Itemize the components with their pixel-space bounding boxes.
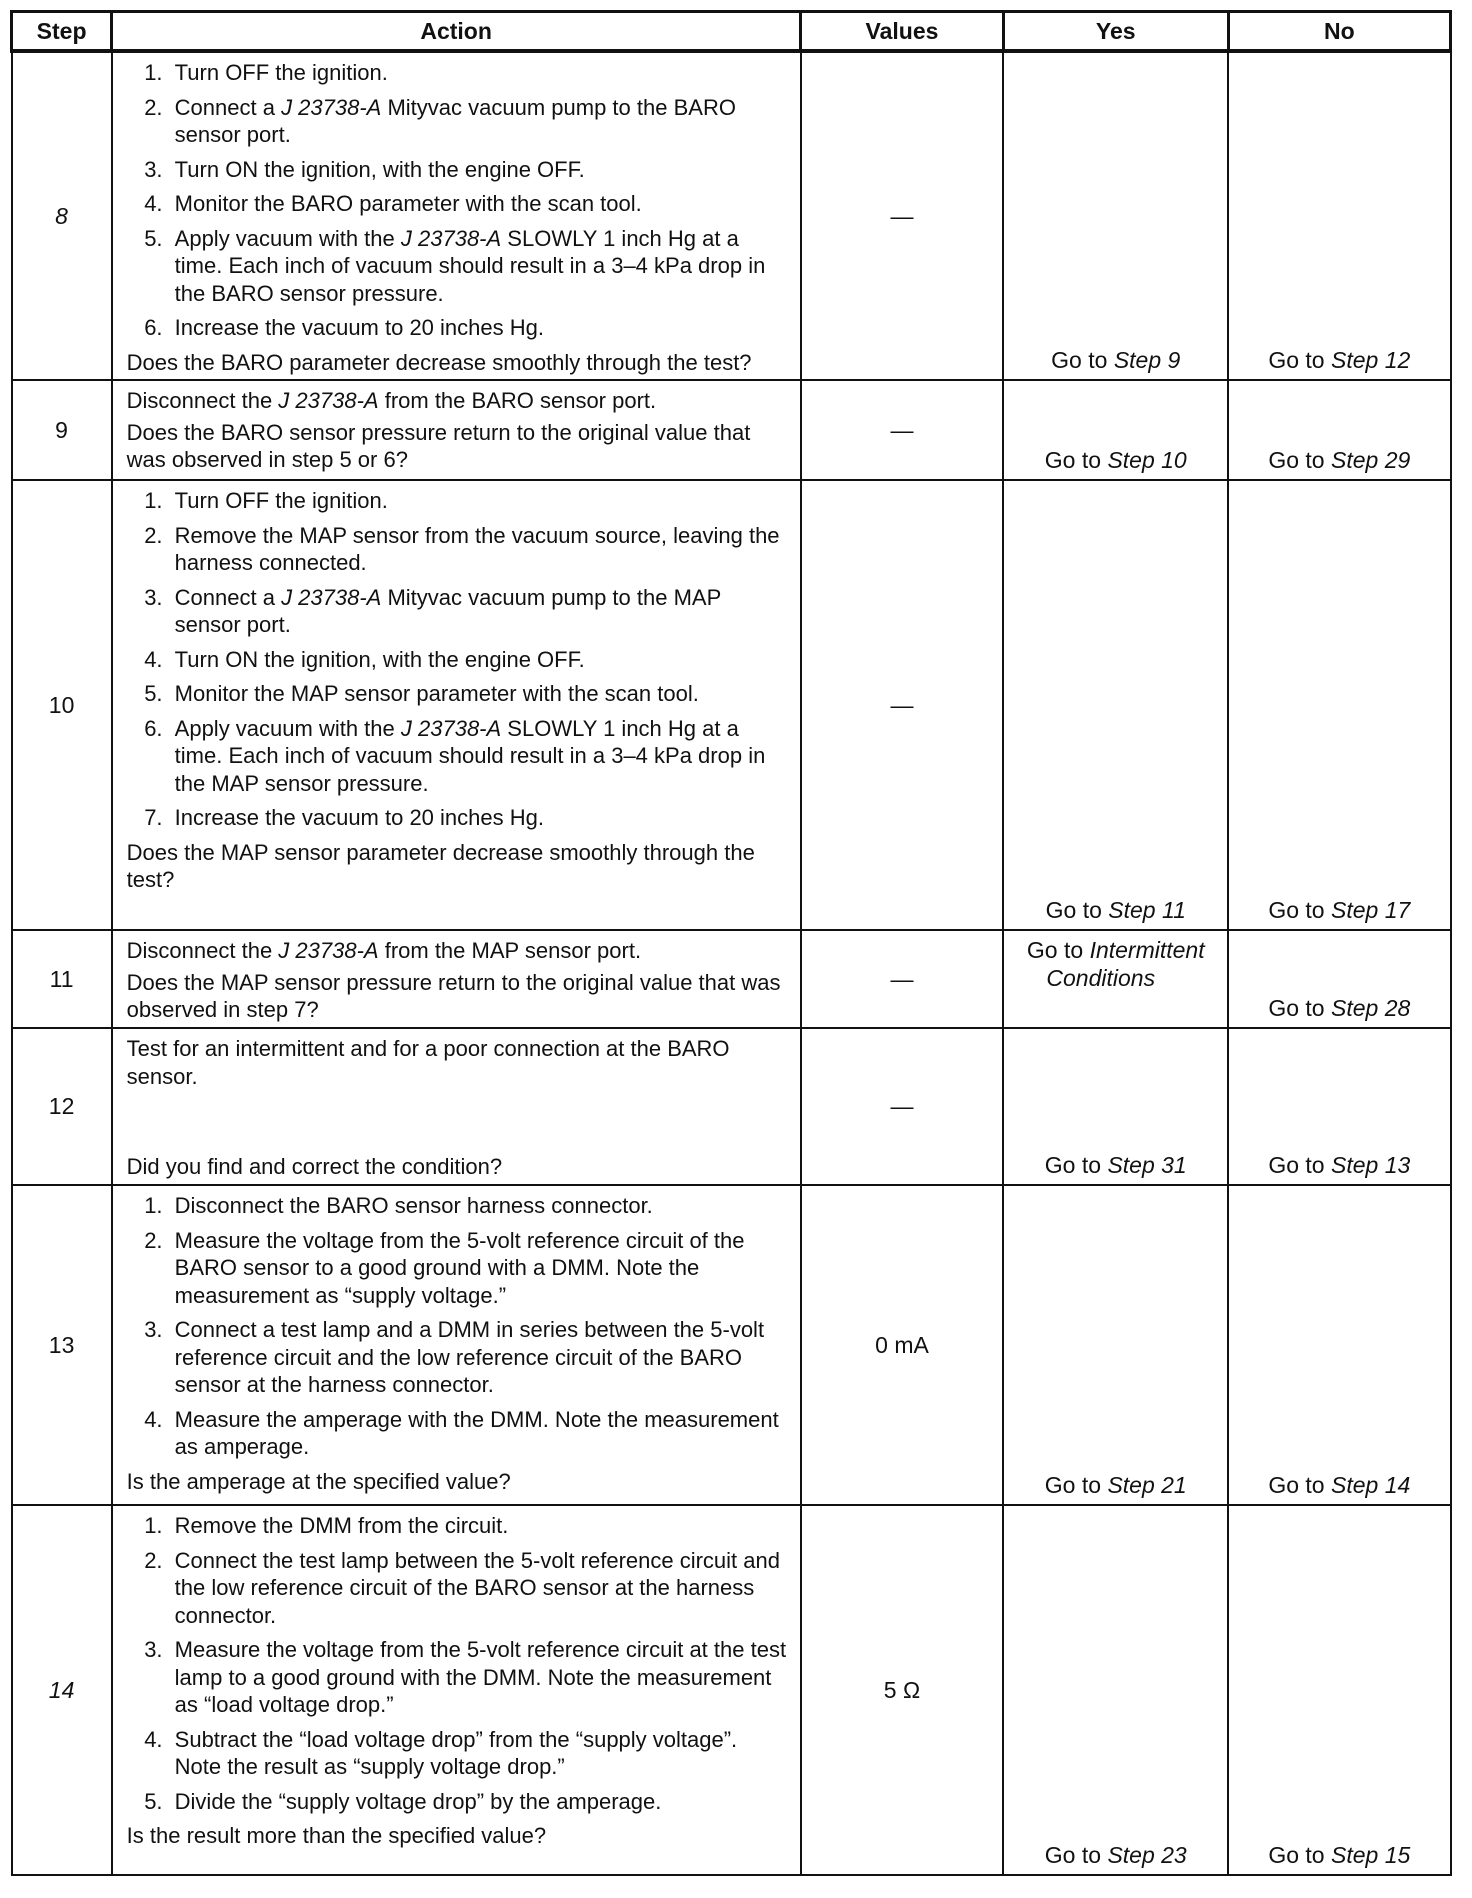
no-goto: Go to Step 13 — [1268, 1152, 1411, 1179]
action-steps — [127, 1512, 790, 1815]
tool-ref: J 23738-A — [281, 94, 382, 120]
action-item: 3. Turn ON the ignition, with the engine OFF. — [169, 156, 790, 184]
action-item: 3. Measure the voltage from the 5-volt reference circuit at the test lamp to a good ground with the DMM. Note the measurement as “load voltage drop.” — [169, 1636, 790, 1719]
step-number: 11 — [12, 930, 112, 1028]
header-no: No — [1228, 12, 1450, 52]
no-cell — [1228, 380, 1450, 480]
yes-cell — [1003, 930, 1228, 1028]
action-item: 4. Turn ON the ignition, with the engine OFF. — [169, 646, 790, 674]
action-line: Disconnect the J 23738-A from the MAP sensor port. — [126, 938, 642, 963]
action-line: Disconnect the J 23738-A from the BARO sensor port. — [126, 388, 657, 413]
table-row — [12, 1185, 1451, 1505]
yes-goto: Go to Step 11 — [1045, 897, 1186, 924]
yes-goto: Go to Step 9 — [1051, 347, 1181, 374]
action-item: 2. Connect the test lamp between the 5-volt reference circuit and the low reference circuit of the BARO sensor at the harness connector. — [169, 1547, 790, 1630]
value-cell: 5 Ω — [801, 1505, 1004, 1875]
question-text: Did you find and correct the condition? — [126, 1153, 503, 1179]
action-cell — [112, 1185, 801, 1505]
action-cell — [112, 480, 801, 930]
tool-ref: J 23738-A — [400, 225, 502, 251]
no-goto: Go to Step 14 — [1268, 1472, 1411, 1499]
diagnostic-table — [10, 10, 1452, 1876]
yes-goto: Go to Step 10 — [1044, 447, 1187, 474]
question-text: Does the MAP sensor pressure return to the original value that was observed in step 7? — [126, 969, 781, 1022]
yes-cell — [1003, 1028, 1228, 1185]
action-item: 1. Turn OFF the ignition. — [169, 487, 790, 515]
action-steps — [127, 487, 790, 832]
no-cell — [1228, 1185, 1450, 1505]
action-item: 1. Remove the DMM from the circuit. — [169, 1512, 790, 1540]
no-goto: Go to Step 29 — [1268, 447, 1411, 474]
table-row — [12, 51, 1451, 380]
action-item: 3. Connect a test lamp and a DMM in series between the 5-volt reference circuit and the low reference circuit of the BARO sensor at the harness connector. — [169, 1316, 790, 1399]
value-cell: 0 mA — [801, 1185, 1004, 1505]
no-cell — [1228, 51, 1450, 380]
action-item: 1. Disconnect the BARO sensor harness connector. — [169, 1192, 790, 1220]
tool-ref: J 23738-A — [281, 584, 382, 610]
yes-goto: Go to Step 21 — [1044, 1472, 1187, 1499]
yes-goto: Go to Step 31 — [1044, 1152, 1187, 1179]
no-cell — [1228, 480, 1450, 930]
header-yes: Yes — [1003, 12, 1228, 52]
value-cell: — — [801, 480, 1004, 930]
header-step: Step — [12, 12, 112, 52]
value-cell: — — [801, 380, 1004, 480]
question-text: Does the MAP sensor parameter decrease smoothly through the test? — [126, 839, 755, 892]
question-text: Is the result more than the specified value? — [126, 1823, 547, 1848]
action-cell — [112, 380, 801, 480]
action-item: 2. Measure the voltage from the 5-volt reference circuit of the BARO sensor to a good ground with a DMM. Note the measurement as “supply voltage.” — [169, 1227, 790, 1310]
action-item: 5. Divide the “supply voltage drop” by the amperage. — [169, 1788, 790, 1816]
yes-goto: Go to Intermittent Conditions — [1026, 937, 1205, 991]
value-cell: — — [801, 51, 1004, 380]
action-item: 2. Remove the MAP sensor from the vacuum source, leaving the harness connected. — [169, 522, 790, 577]
step-number: 12 — [12, 1028, 112, 1185]
value-cell: — — [801, 1028, 1004, 1185]
action-cell — [112, 1028, 801, 1185]
no-goto: Go to Step 17 — [1268, 897, 1411, 924]
yes-cell — [1003, 1505, 1228, 1875]
action-item: 6. Increase the vacuum to 20 inches Hg. — [169, 314, 790, 342]
step-number: 13 — [12, 1185, 112, 1505]
step-number: 9 — [12, 380, 112, 480]
action-item: 1. Turn OFF the ignition. — [169, 59, 790, 87]
action-item: 4. Measure the amperage with the DMM. Note the measurement as amperage. — [169, 1406, 790, 1461]
action-cell — [112, 930, 801, 1028]
value-cell: — — [801, 930, 1004, 1028]
no-goto: Go to Step 28 — [1268, 995, 1411, 1022]
yes-cell — [1003, 1185, 1228, 1505]
table-row — [12, 380, 1451, 480]
action-cell — [112, 1505, 801, 1875]
action-cell — [112, 51, 801, 380]
step-number: 14 — [12, 1505, 112, 1875]
no-cell — [1228, 1028, 1450, 1185]
action-item: 5. Monitor the MAP sensor parameter with the scan tool. — [169, 680, 790, 708]
action-item: 4. Subtract the “load voltage drop” from the “supply voltage”. Note the result as “supply voltage drop.” — [169, 1726, 790, 1781]
yes-goto: Go to Step 23 — [1044, 1842, 1187, 1869]
table-header-row — [12, 12, 1451, 52]
yes-cell — [1003, 51, 1228, 380]
action-item: 2. Connect a J 23738-A Mityvac vacuum pump to the BARO sensor port. — [169, 94, 790, 149]
action-steps — [127, 1192, 790, 1461]
yes-cell — [1003, 480, 1228, 930]
question-text: Does the BARO sensor pressure return to the original value that was observed in step 5 or 6? — [126, 419, 751, 472]
no-goto: Go to Step 15 — [1268, 1842, 1411, 1869]
table-row — [12, 1505, 1451, 1875]
header-action: Action — [112, 12, 801, 52]
action-item: 7. Increase the vacuum to 20 inches Hg. — [169, 804, 790, 832]
action-item: 4. Monitor the BARO parameter with the scan tool. — [169, 190, 790, 218]
action-item: 3. Connect a J 23738-A Mityvac vacuum pump to the MAP sensor port. — [169, 584, 790, 639]
no-cell — [1228, 930, 1450, 1028]
yes-cell — [1003, 380, 1228, 480]
action-steps — [127, 59, 790, 342]
question-text: Does the BARO parameter decrease smoothly through the test? — [126, 349, 752, 375]
step-number: 10 — [12, 480, 112, 930]
action-item: 6. Apply vacuum with the J 23738-A SLOWLY 1 inch Hg at a time. Each inch of vacuum should result in a 3–4 kPa drop in the MAP sensor pressure. — [169, 715, 790, 798]
no-goto: Go to Step 12 — [1268, 347, 1411, 374]
tool-ref: J 23738-A — [278, 938, 379, 963]
question-text: Is the amperage at the specified value? — [126, 1468, 511, 1494]
table-row — [12, 480, 1451, 930]
tool-ref: J 23738-A — [400, 715, 502, 741]
step-number: 8 — [12, 51, 112, 380]
table-row — [12, 1028, 1451, 1185]
table-row — [12, 930, 1451, 1028]
action-item: 5. Apply vacuum with the J 23738-A SLOWLY 1 inch Hg at a time. Each inch of vacuum should result in a 3–4 kPa drop in the BARO sensor pressure. — [169, 225, 790, 308]
header-values: Values — [801, 12, 1004, 52]
action-line: Test for an intermittent and for a poor connection at the BARO sensor. — [126, 1036, 730, 1089]
no-cell — [1228, 1505, 1450, 1875]
tool-ref: J 23738-A — [278, 388, 379, 413]
